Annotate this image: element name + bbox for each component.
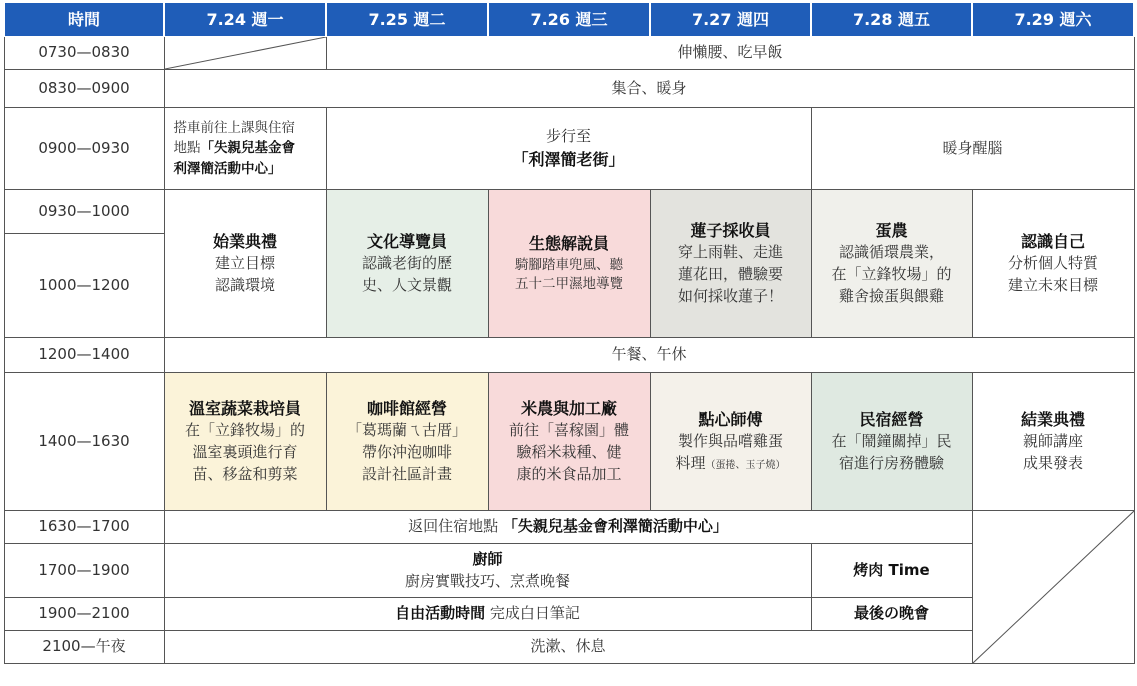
return-venue: 「失親兒基金會利澤簡活動中心」 — [502, 517, 728, 536]
activity-line: 親師講座 — [1022, 432, 1083, 451]
activity-line: 認識老街的歷 — [361, 254, 452, 273]
activity-mon-am — [164, 190, 326, 338]
depart-venue: 「失親兒基金會 — [200, 140, 295, 157]
warmup-cell: 暖身醒腦 — [811, 108, 1134, 190]
activity-line: 「葛瑪蘭ㄟ古厝」 — [346, 421, 467, 440]
header-row — [4, 3, 1134, 37]
row-0730 — [4, 37, 1134, 70]
row-1200 — [4, 338, 1134, 373]
activity-line: 在「鬧鐘關掉」民 — [831, 432, 952, 451]
header-time: 時間 — [4, 3, 164, 37]
header-day-mon: 7.24 週一 — [164, 3, 326, 37]
activity-title: 蛋農 — [875, 221, 908, 241]
header-day-sat: 7.29 週六 — [972, 3, 1134, 37]
diagonal-slash-icon — [165, 37, 326, 69]
activity-line: 成果發表 — [1022, 454, 1083, 473]
lunch-cell: 午餐、午休 — [164, 338, 1134, 373]
walk-line-2: 「利澤簡老街」 — [512, 149, 625, 169]
breakfast-cell: 伸懶腰、吃早飯 — [326, 37, 1134, 70]
activity-line: 在「立鋒牧場」的 — [184, 421, 305, 440]
activity-tue-am — [326, 190, 488, 338]
wash-cell: 洗漱、休息 — [164, 631, 972, 664]
diagonal-slash-icon — [973, 511, 1134, 663]
activity-note: （蛋捲、玉子燒） — [705, 460, 786, 472]
empty-slash-cell — [972, 511, 1134, 664]
activity-line: 在「立鋒牧場」的 — [831, 265, 952, 284]
depart-line-1: 搭車前往上課與住宿 — [173, 120, 295, 137]
activity-line: 五十二甲濕地導覽 — [515, 276, 623, 293]
row-2100 — [4, 631, 1134, 664]
activity-line: 設計社區計畫 — [361, 464, 452, 483]
time-cell: 1000—1200 — [4, 234, 164, 338]
activity-line: 騎腳踏車兜風、聽 — [515, 256, 623, 273]
activity-title: 點心師傅 — [698, 410, 763, 430]
row-0900 — [4, 108, 1134, 190]
activity-mon-pm — [164, 373, 326, 511]
row-1900 — [4, 598, 1134, 631]
row-0930 — [4, 190, 1134, 234]
activity-title: 咖啡館經營 — [366, 399, 447, 419]
activity-title: 文化導覽員 — [366, 232, 447, 252]
activity-line: 康的米食品加工 — [516, 464, 622, 483]
time-cell: 2100—午夜 — [4, 631, 164, 664]
activity-line: 建立目標 — [214, 254, 275, 273]
chef-desc: 廚房實戰技巧、烹煮晚餐 — [404, 571, 570, 590]
activity-line: 認識循環農業， — [838, 243, 944, 262]
time-cell: 0830—0900 — [4, 70, 164, 108]
chef-cell — [164, 544, 811, 598]
free-time-cell — [164, 598, 811, 631]
time-cell: 0930—1000 — [4, 190, 164, 234]
free-time-title: 自由活動時間 — [395, 604, 486, 623]
depart-line-3: 利澤簡活動中心」 — [173, 160, 282, 177]
depart-cell — [164, 108, 326, 190]
walk-cell — [326, 108, 811, 190]
time-cell: 0730—0830 — [4, 37, 164, 70]
activity-line: 如何採收蓮子！ — [677, 286, 783, 305]
activity-title: 蓮子採收員 — [690, 221, 771, 241]
time-cell: 1400—1630 — [4, 373, 164, 511]
activity-text: 料理 — [675, 454, 706, 473]
activity-title: 認識自己 — [1020, 232, 1085, 252]
activity-sat-am — [972, 190, 1134, 338]
time-cell: 1630—1700 — [4, 511, 164, 544]
activity-title: 始業典禮 — [212, 232, 277, 252]
activity-line: 宿進行房務體驗 — [838, 454, 944, 473]
return-text: 返回住宿地點 — [408, 517, 499, 536]
activity-line: 認識環境 — [214, 276, 275, 295]
chef-title: 廚師 — [472, 549, 503, 568]
activity-title: 民宿經營 — [859, 410, 924, 430]
empty-slash-cell — [164, 37, 326, 70]
bbq-cell: 烤肉 Time — [811, 544, 972, 598]
activity-line: 分析個人特質 — [1007, 254, 1098, 273]
time-cell: 1700—1900 — [4, 544, 164, 598]
activity-fri-pm — [811, 373, 972, 511]
activity-line: 史、人文景觀 — [361, 276, 452, 295]
activity-thu-am — [650, 190, 811, 338]
activity-line: 製作與品嚐雞蛋 — [677, 432, 783, 451]
header-day-tue: 7.25 週二 — [326, 3, 488, 37]
activity-line: 蓮花田，體驗要 — [677, 265, 783, 284]
activity-line: 驗稻米栽種、健 — [516, 443, 622, 462]
row-1630 — [4, 511, 1134, 544]
activity-title: 結業典禮 — [1020, 410, 1085, 430]
row-1400 — [4, 373, 1134, 511]
activity-fri-am — [811, 190, 972, 338]
activity-line: 前往「喜稼園」體 — [508, 421, 629, 440]
return-cell — [164, 511, 972, 544]
walk-line-1: 步行至 — [545, 127, 591, 146]
activity-wed-am — [488, 190, 650, 338]
row-0830 — [4, 70, 1134, 108]
gather-cell: 集合、暖身 — [164, 70, 1134, 108]
activity-line — [651, 453, 811, 475]
activity-line: 苗、移盆和剪菜 — [192, 464, 298, 483]
depart-line-2 — [174, 138, 326, 158]
time-cell: 1200—1400 — [4, 338, 164, 373]
row-1700 — [4, 544, 1134, 598]
activity-line: 溫室裏頭進行育 — [192, 443, 298, 462]
last-dinner-cell: 最後の晚會 — [811, 598, 972, 631]
time-cell: 0900—0930 — [4, 108, 164, 190]
header-day-thu: 7.27 週四 — [650, 3, 811, 37]
header-day-wed: 7.26 週三 — [488, 3, 650, 37]
activity-line: 建立未來目標 — [1007, 276, 1098, 295]
activity-title: 生態解說員 — [528, 234, 609, 254]
activity-thu-pm — [650, 373, 811, 511]
depart-text: 地點 — [173, 140, 201, 157]
activity-tue-pm — [326, 373, 488, 511]
time-cell: 1900—2100 — [4, 598, 164, 631]
schedule-table — [3, 2, 1135, 664]
activity-line: 穿上雨鞋、走進 — [677, 243, 783, 262]
activity-title: 溫室蔬菜栽培員 — [188, 399, 301, 419]
activity-sat-pm — [972, 373, 1134, 511]
activity-line: 雞舍撿蛋與餵雞 — [838, 286, 944, 305]
free-time-desc: 完成白日筆記 — [489, 604, 580, 623]
activity-line: 帶你沖泡咖啡 — [361, 443, 452, 462]
activity-wed-pm — [488, 373, 650, 511]
activity-title: 米農與加工廠 — [520, 399, 617, 419]
header-day-fri: 7.28 週五 — [811, 3, 972, 37]
